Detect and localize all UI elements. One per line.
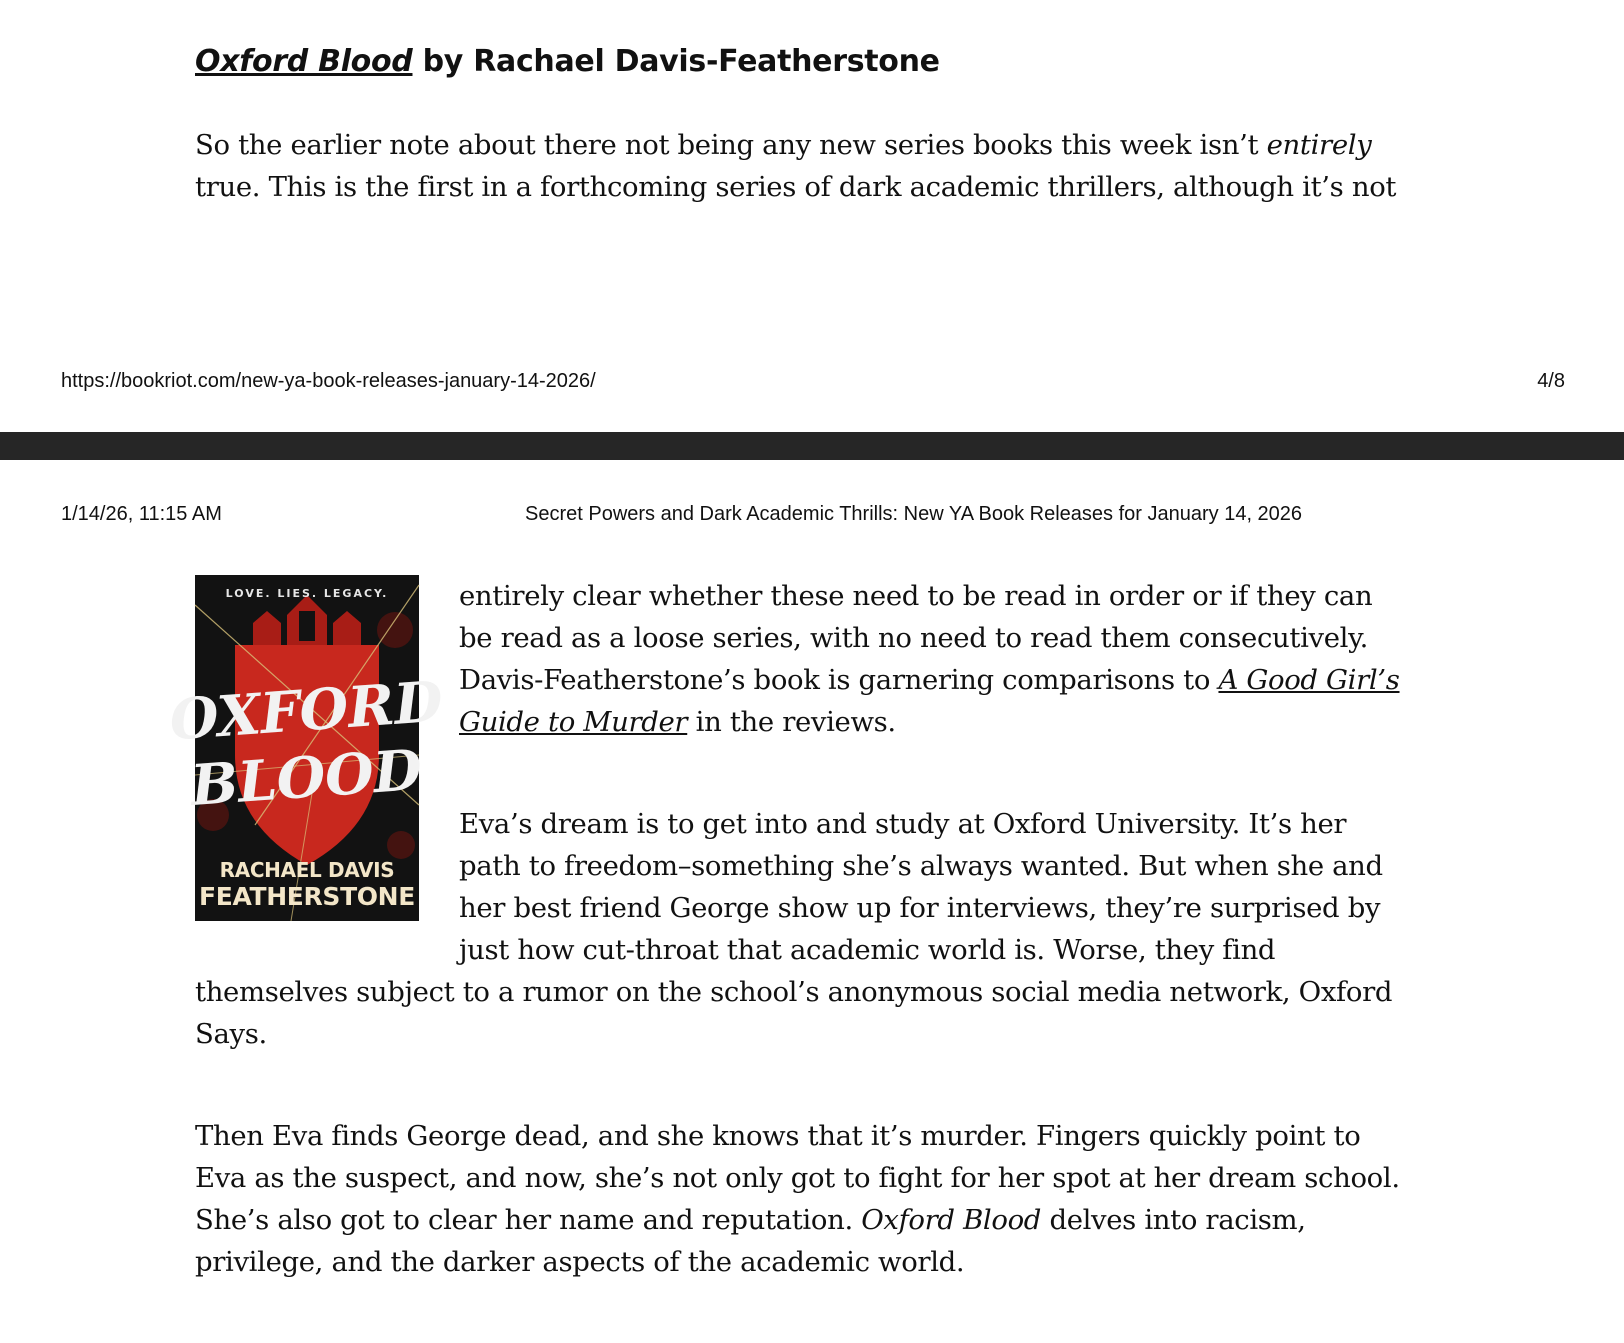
print-header-title: Secret Powers and Dark Academic Thrills: New YA Book Releases for January 14, 2026 [525, 503, 1303, 525]
article-content [167, 575, 1410, 1343]
footer-url: https://bookriot.com/new-ya-book-releases-january-14-2026/ [61, 370, 596, 392]
book-cover-art [167, 575, 445, 921]
fingerprint-shape [377, 612, 413, 648]
intro-text-2: true. This is the first in a forthcoming series of dark academic thrillers, although it’s not [195, 171, 1397, 203]
cover-tagline: LOVE. LIES. LEGACY. [225, 587, 389, 600]
cover-title-line2: BLOOD [188, 737, 424, 820]
paragraph-plot-setup: Eva’s dream is to get into and study at Oxford University. It’s her path to freedom–something she’s always wanted. But when she and her best friend George show up for interviews, they’re surprised by just how cut-throat that academic world is. Worse, they find themselves subject to a rumor on the school’s anonymous social media network, Oxford Says. [195, 808, 1393, 1050]
p4-text-2: delves into racism, privilege, and the darker aspects of the academic world. [195, 1204, 1306, 1278]
p4-book-title: Oxford Blood [861, 1204, 1042, 1236]
book-heading [195, 44, 940, 79]
book-cover-image [167, 575, 445, 921]
p2-text-2: in the reviews. [687, 706, 896, 738]
good-girls-guide-link[interactable]: A Good Girl’s Guide to Murder [459, 664, 1400, 738]
p4-text-1: Then Eva finds George dead, and she knows that it’s murder. Fingers quickly point to Eva as the suspect, and now, she’s not only got to fight for her spot at her dream school. She’s also got to clear her name and reputation. [195, 1120, 1400, 1236]
intro-paragraph [195, 124, 1405, 208]
print-header-date: 1/14/26, 11:15 AM [61, 503, 222, 525]
book-title-link[interactable]: Oxford Blood [195, 44, 413, 79]
intro-text-1: So the earlier note about there not being any new series books this week isn’t [195, 129, 1267, 161]
intro-emphasis: entirely [1266, 129, 1372, 161]
p2-text-1: entirely clear whether these need to be read in order or if they can be read as a loose series, with no need to read them consecutively. Davis-Featherstone’s book is garnering comparisons to [459, 580, 1373, 696]
book-byline: by Rachael Davis-Featherstone [412, 44, 940, 79]
page-4 [0, 0, 1624, 432]
cover-author-line2: FEATHERSTONE [199, 882, 415, 911]
cover-author-line1: RACHAEL DAVIS [219, 858, 395, 882]
page-separator [0, 432, 1624, 460]
footer-page-number: 4/8 [1537, 370, 1565, 392]
cover-title-line1: OXFORD [167, 668, 445, 754]
paragraph-plot-murder [195, 1115, 1410, 1283]
